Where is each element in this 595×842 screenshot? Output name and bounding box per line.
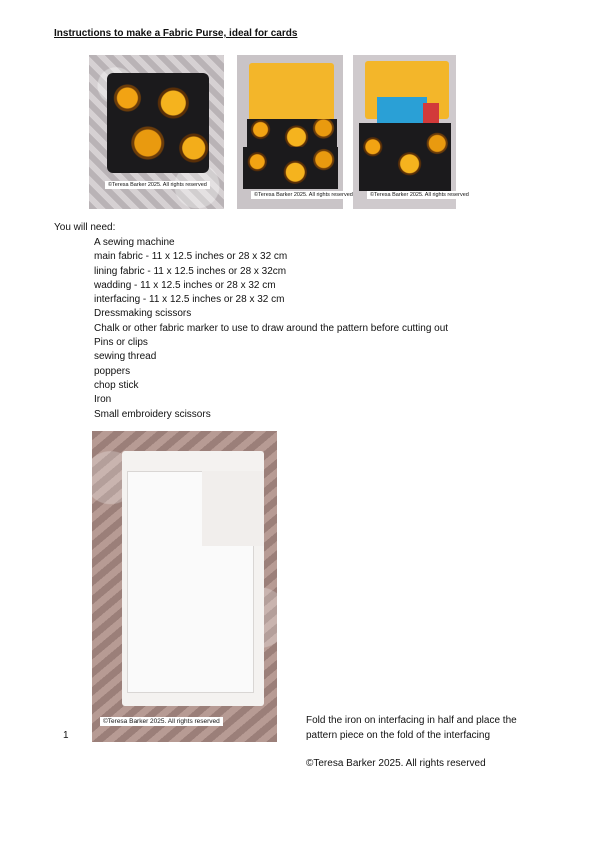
list-item: chop stick [94, 379, 139, 391]
floral-pocket-front [243, 147, 338, 189]
list-item: Small embroidery scissors [94, 408, 211, 420]
photo-caption: ©Teresa Barker 2025. All rights reserved [367, 191, 472, 199]
list-item: wadding - 11 x 12.5 inches or 28 x 32 cm [94, 279, 276, 291]
pattern-on-interfacing-photo [92, 431, 277, 742]
purse-closed-photo [89, 55, 224, 209]
photo-caption: ©Teresa Barker 2025. All rights reserved [251, 191, 356, 199]
floral-pocket-back [247, 119, 337, 149]
list-item: Pins or clips [94, 337, 148, 349]
list-item: Iron [94, 394, 112, 406]
requirements-list [94, 236, 448, 422]
purse-open-photo [237, 55, 353, 209]
purse-with-cards-photo [353, 55, 469, 209]
list-item: Dressmaking scissors [94, 308, 192, 320]
step-instruction: Fold the iron on interfacing in half and place the pattern piece on the fold of the interfacing [306, 715, 517, 741]
floral-pocket [359, 123, 451, 191]
list-item: poppers [94, 365, 131, 377]
list-item: interfacing - 11 x 12.5 inches or 28 x 32 cm [94, 294, 285, 306]
red-card [423, 103, 439, 125]
list-item: Chalk or other fabric marker to use to draw around the pattern before cutting out [94, 322, 449, 334]
list-item: main fabric - 11 x 12.5 inches or 28 x 32 cm [94, 251, 288, 263]
copyright-notice: ©Teresa Barker 2025. All rights reserved [306, 758, 486, 769]
sunflower-purse [107, 73, 209, 173]
you-will-need-heading: You will need: [54, 222, 116, 233]
pattern-notch [202, 471, 264, 546]
list-item: A sewing machine [94, 237, 175, 248]
yellow-lining-flap [249, 63, 334, 121]
step-number: 1 [63, 730, 69, 741]
list-item: lining fabric - 11 x 12.5 inches or 28 x 32cm [94, 265, 287, 277]
photo-caption: ©Teresa Barker 2025. All rights reserved [105, 181, 210, 189]
list-item: sewing thread [94, 351, 157, 363]
photo-caption: ©Teresa Barker 2025. All rights reserved [100, 717, 223, 726]
document-title: Instructions to make a Fabric Purse, ideal for cards [54, 28, 298, 39]
